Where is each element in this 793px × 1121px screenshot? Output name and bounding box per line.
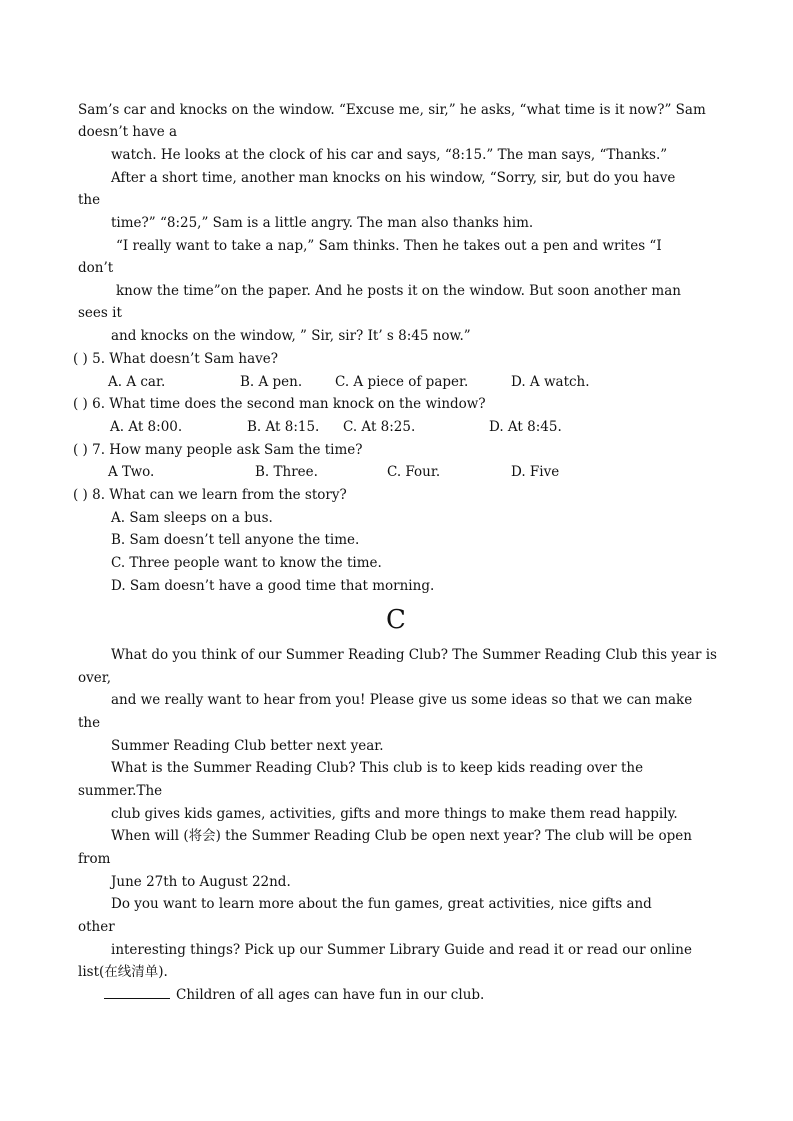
passage-line: time?” “8:25,” Sam is a little angry. The man also thanks him. bbox=[111, 215, 534, 231]
answer-option: C. Three people want to know the time. bbox=[111, 555, 382, 571]
passage-line: What do you think of our Summer Reading Club? The Summer Reading Club this year is bbox=[111, 647, 717, 663]
passage-line: club gives kids games, activities, gifts and more things to make them read happily. bbox=[111, 806, 678, 822]
answer-option: C. At 8:25. bbox=[343, 419, 416, 435]
answer-option: B. Three. bbox=[255, 464, 318, 480]
question-stem: ( ) 6. What time does the second man knock on the window? bbox=[73, 396, 486, 412]
answer-option: B. A pen. bbox=[240, 374, 303, 390]
passage-line: don’t bbox=[78, 260, 114, 276]
passage-line: know the time”on the paper. And he posts it on the window. But soon another man bbox=[116, 283, 681, 299]
answer-option: D. At 8:45. bbox=[489, 419, 562, 435]
passage-line: “I really want to take a nap,” Sam thinks. Then he takes out a pen and writes “I bbox=[116, 238, 662, 254]
passage-line: interesting things? Pick up our Summer Library Guide and read it or read our online bbox=[111, 942, 692, 958]
passage-line: Summer Reading Club better next year. bbox=[111, 738, 384, 754]
answer-option: D. A watch. bbox=[511, 374, 590, 390]
passage-line: What is the Summer Reading Club? This club is to keep kids reading over the bbox=[111, 760, 644, 776]
answer-option: A. A car. bbox=[108, 374, 166, 390]
answer-option: C. Four. bbox=[387, 464, 441, 480]
passage-line: other bbox=[78, 919, 115, 935]
question-stem: ( ) 5. What doesn’t Sam have? bbox=[73, 351, 278, 367]
passage-line: the bbox=[78, 192, 101, 208]
passage-line: from bbox=[78, 851, 111, 867]
passage-line: Do you want to learn more about the fun games, great activities, nice gifts and bbox=[111, 896, 652, 912]
passage-line: doesn’t have a bbox=[78, 124, 178, 140]
passage-line: and we really want to hear from you! Please give us some ideas so that we can make bbox=[111, 692, 693, 708]
passage-line: sees it bbox=[78, 305, 122, 321]
answer-option: D. Sam doesn’t have a good time that morning. bbox=[111, 578, 435, 594]
statement-text: Children of all ages can have fun in our club. bbox=[176, 987, 485, 1003]
answer-option: B. Sam doesn’t tell anyone the time. bbox=[111, 532, 360, 548]
answer-blank[interactable] bbox=[104, 986, 170, 999]
passage-line: watch. He looks at the clock of his car and says, “8:15.” The man says, “Thanks.” bbox=[111, 147, 668, 163]
passage-line: list(在线清单). bbox=[78, 964, 168, 980]
answer-option: A. Sam sleeps on a bus. bbox=[111, 510, 273, 526]
section-heading: C bbox=[386, 605, 406, 635]
passage-line: summer.The bbox=[78, 783, 163, 799]
passage-line: over, bbox=[78, 670, 112, 686]
passage-line: After a short time, another man knocks on his window, “Sorry, sir, but do you have bbox=[111, 170, 676, 186]
answer-option: A Two. bbox=[108, 464, 155, 480]
passage-line: and knocks on the window, ” Sir, sir? It’ s 8:45 now.” bbox=[111, 328, 471, 344]
passage-line: Sam’s car and knocks on the window. “Excuse me, sir,” he asks, “what time is it now?” Sam bbox=[78, 102, 706, 118]
passage-line: When will (将会) the Summer Reading Club be open next year? The club will be open bbox=[111, 828, 692, 844]
question-stem: ( ) 7. How many people ask Sam the time? bbox=[73, 442, 363, 458]
passage-line: the bbox=[78, 715, 101, 731]
answer-option: C. A piece of paper. bbox=[335, 374, 469, 390]
statement-item bbox=[104, 986, 484, 1004]
question-stem: ( ) 8. What can we learn from the story? bbox=[73, 487, 347, 503]
answer-option: D. Five bbox=[511, 464, 560, 480]
answer-option: A. At 8:00. bbox=[110, 419, 183, 435]
passage-line: June 27th to August 22nd. bbox=[111, 874, 291, 890]
answer-option: B. At 8:15. bbox=[247, 419, 320, 435]
